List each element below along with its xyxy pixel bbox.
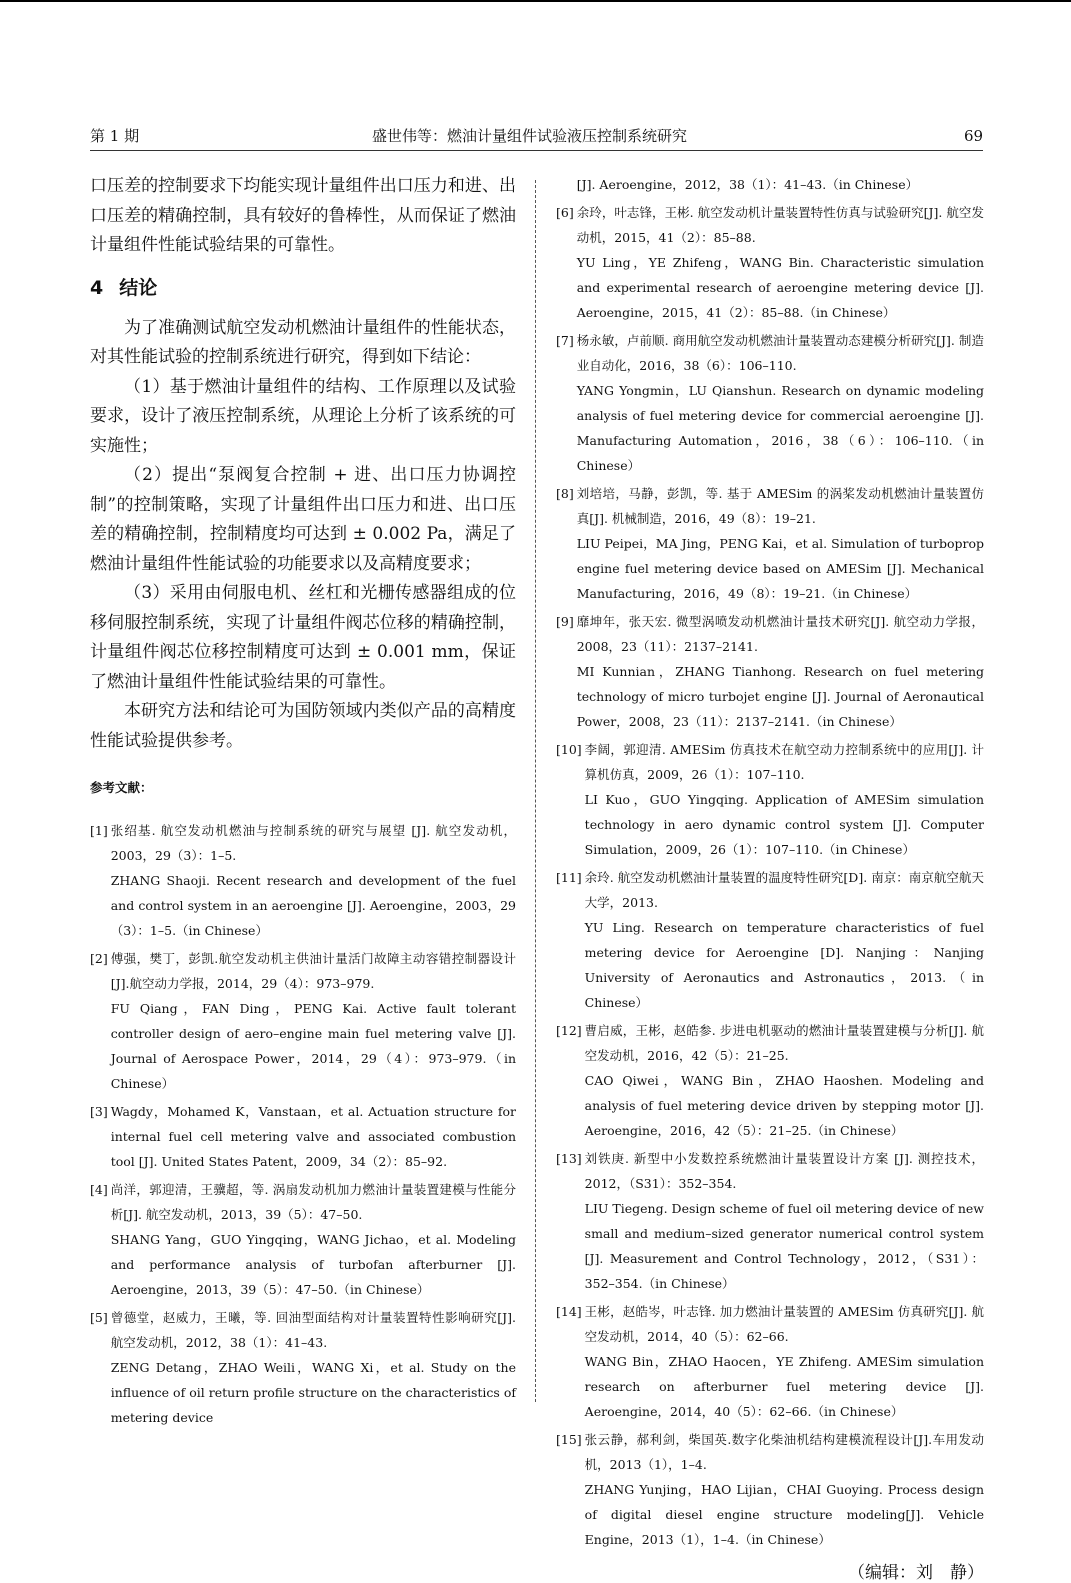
conclusion-paragraph: （3）采用由伺服电机、丝杠和光栅传感器组成的位移伺服控制系统，实现了计量组件阀芯位移的精确控制，计量组件阀芯位移控制精度可达到 ± 0.001 mm，保证了燃油计量组件性能试验结果的可靠性。 xyxy=(90,583,516,692)
conclusion-paragraph: （2）提出“泵阀复合控制 + 进、出口压力协调控制”的控制策略，实现了计量组件出口压力和进、出口压差的精确控制，控制精度均可达到 ± 0.002 Pa，满足了燃油计量组件性能试验的功能要求以及高精度要求； xyxy=(90,465,516,574)
reference-continuation xyxy=(556,172,984,197)
reference-number: [6] xyxy=(556,205,574,220)
reference-item xyxy=(90,1177,516,1302)
reference-text: 曹启威，王彬，赵皓参. 步进电机驱动的燃油计量装置建模与分析[J]. 航空发动机，2016，42（5）：21–25. xyxy=(584,1023,984,1063)
reference-number: [5] xyxy=(90,1310,108,1325)
reference-item xyxy=(90,946,516,1096)
section-heading xyxy=(90,275,516,301)
column-divider xyxy=(535,180,536,1402)
reference-translation: WANG Bin，ZHAO Haocen，YE Zhifeng. AMESim simulation research on afterburner fuel metering device [J]. Aeroengine，2014，40（5）：62–66.（in Chinese） xyxy=(584,1354,984,1419)
reference-item xyxy=(556,1427,984,1552)
reference-list xyxy=(90,818,516,1430)
reference-text: 李阔，郭迎清. AMESim 仿真技术在航空动力控制系统中的应用[J]. 计算机仿真，2009，26（1）：107–110. xyxy=(584,742,984,782)
running-title: 盛世伟等：燃油计量组件试验液压控制系统研究 xyxy=(372,127,688,145)
reference-item xyxy=(90,1305,516,1430)
reference-number: [2] xyxy=(90,951,108,966)
reference-body xyxy=(585,1018,984,1143)
reference-list xyxy=(556,200,984,1552)
reference-number: [9] xyxy=(556,614,574,629)
reference-text: 余玲. 航空发动机燃油计量装置的温度特性研究[D]. 南京：南京航空航天大学，2013. xyxy=(584,870,984,910)
reference-item xyxy=(556,1018,984,1143)
top-border-line xyxy=(0,0,1071,2)
reference-text: 余玲，叶志锋，王彬. 航空发动机计量装置特性仿真与试验研究[J]. 航空发动机，2015，41（2）：85–88. xyxy=(576,205,984,245)
reference-text: 刘铁庚. 新型中小发数控系统燃油计量装置设计方案 [J]. 测控技术，2012，（S31）：352–354. xyxy=(584,1151,984,1191)
references-heading: 参考文献： xyxy=(90,780,153,795)
reference-body xyxy=(111,1177,516,1302)
intro-paragraph: 口压差的控制要求下均能实现计量组件出口压力和进、出口压差的精确控制，具有较好的鲁棒性，从而保证了燃油计量组件性能试验结果的可靠性。 xyxy=(90,176,516,255)
reference-translation: LIU Tiegeng. Design scheme of fuel oil metering device of new small and medium–sized generator numerical control system [J]. Measurement and Control Technology，2012，（S31）：352–354.（in Chinese） xyxy=(584,1201,984,1291)
header-rule xyxy=(90,150,983,151)
conclusion-paragraph: 为了准确测试航空发动机燃油计量组件的性能状态，对其性能试验的控制系统进行研究，得到如下结论： xyxy=(90,317,516,367)
reference-item xyxy=(556,1146,984,1296)
reference-number: [3] xyxy=(90,1104,108,1119)
reference-text: [J]. Aeroengine，2012，38（1）：41–43.（in Chinese） xyxy=(576,177,919,192)
reference-text: 杨永敏，卢前顺. 商用航空发动机燃油计量装置动态建模分析研究[J]. 制造业自动化，2016，38（6）：106–110. xyxy=(576,333,984,373)
reference-number: [11] xyxy=(556,870,582,885)
reference-number: [8] xyxy=(556,486,574,501)
conclusion-paragraph: 本研究方法和结论可为国防领域内类似产品的高精度性能试验提供参考。 xyxy=(90,701,516,751)
reference-translation: ZHANG Shaoji. Recent research and development of the fuel and control system in an aeroengine [J]. Aeroengine，2003，29（3）：1–5.（in Chinese） xyxy=(110,873,516,938)
reference-number: [13] xyxy=(556,1151,582,1166)
reference-body xyxy=(585,737,984,862)
reference-number: [15] xyxy=(556,1432,582,1447)
reference-body xyxy=(111,1305,516,1430)
reference-body xyxy=(111,1099,516,1174)
reference-item xyxy=(90,818,516,943)
reference-body xyxy=(111,946,516,1096)
reference-text: 尚洋，郭迎清，王骥超，等. 涡扇发动机加力燃油计量装置建模与性能分析[J]. 航空发动机，2013，39（5）：47–50. xyxy=(110,1182,516,1222)
right-column xyxy=(556,172,984,1583)
reference-number: [14] xyxy=(556,1304,582,1319)
reference-body xyxy=(585,1427,984,1552)
reference-text: 曾德堂，赵威力，王曦，等. 回油型面结构对计量装置特性影响研究[J]. 航空发动机，2012，38（1）：41–43. xyxy=(110,1310,516,1350)
reference-text: Wagdy，Mohamed K，Vanstaan，et al. Actuation structure for internal fuel cell metering valve and associated combustion tool [J]. United States Patent，2009，34（2）：85–92. xyxy=(110,1104,516,1169)
reference-number: [7] xyxy=(556,333,574,348)
editor-note: （编辑：刘 静） xyxy=(848,1563,984,1583)
reference-number: [1] xyxy=(90,823,108,838)
reference-item xyxy=(90,1099,516,1174)
reference-item xyxy=(556,200,984,325)
reference-translation: YANG Yongmin，LU Qianshun. Research on dynamic modeling analysis of fuel metering device for commercial aeroengine [J]. Manufacturing Automation，2016，38（6）：106–110.（in Chinese） xyxy=(576,383,984,473)
reference-text: 张绍基. 航空发动机燃油与控制系统的研究与展望 [J]. 航空发动机，2003，29（3）：1–5. xyxy=(110,823,516,863)
reference-translation: LI Kuo，GUO Yingqing. Application of AMESim simulation technology in aero dynamic control system [J]. Computer Simulation，2009，26（1）：107–110.（in Chinese） xyxy=(584,792,984,857)
reference-text: 王彬，赵皓岑，叶志锋. 加力燃油计量装置的 AMESim 仿真研究[J]. 航空发动机，2014，40（5）：62–66. xyxy=(584,1304,984,1344)
reference-number: [10] xyxy=(556,742,582,757)
page-number: 69 xyxy=(964,127,984,145)
reference-body xyxy=(585,1146,984,1296)
reference-translation: YU Ling. Research on temperature characteristics of fuel metering device for Aeroengine [D]. Nanjing：Nanjing University of Aeronautics and Astronautics，2013.（in Chinese） xyxy=(584,920,984,1010)
issue-number: 第 1 期 xyxy=(90,127,140,145)
reference-item xyxy=(556,737,984,862)
section-number: 4 xyxy=(90,276,104,299)
reference-body xyxy=(585,1299,984,1424)
conclusion-paragraph: （1）基于燃油计量组件的结构、工作原理以及试验要求，设计了液压控制系统，从理论上分析了该系统的可实施性； xyxy=(90,376,516,456)
reference-translation: SHANG Yang，GUO Yingqing，WANG Jichao，et al. Modeling and performance analysis of turbofan afterburner [J]. Aeroengine，2013，39（5）：47–50.（in Chinese） xyxy=(110,1232,516,1297)
reference-translation: FU Qiang，FAN Ding，PENG Kai. Active fault tolerant controller design of aero–engine main fuel metering valve [J]. Journal of Aerospace Power，2014，29（4）：973–979.（in Chinese） xyxy=(110,1001,516,1091)
reference-translation: LIU Peipei，MA Jing，PENG Kai，et al. Simulation of turboprop engine fuel metering device based on AMESim [J]. Mechanical Manufacturing，2016，49（8）：19–21.（in Chinese） xyxy=(576,536,984,601)
section-title: 结论 xyxy=(119,276,158,299)
reference-translation: ZHANG Yunjing，HAO Lijian，CHAI Guoying. Process design of digital diesel engine structure modeling[J]. Vehicle Engine，2013（1），1–4.（in Chinese） xyxy=(584,1482,984,1547)
reference-body xyxy=(577,609,984,734)
reference-body xyxy=(577,328,984,478)
reference-body xyxy=(577,481,984,606)
left-column xyxy=(90,172,516,1433)
reference-body xyxy=(577,200,984,325)
reference-translation: CAO Qiwei，WANG Bin，ZHAO Haoshen. Modeling and analysis of fuel metering device driven by stepping motor [J]. Aeroengine，2016，42（5）：21–25.（in Chinese） xyxy=(584,1073,984,1138)
reference-translation: MI Kunnian，ZHANG Tianhong. Research on fuel metering technology of micro turbojet engine [J]. Journal of Aeronautical Power，2008，23（11）：2137–2141.（in Chinese） xyxy=(576,664,984,729)
reference-text: 傅强，樊丁，彭凯.航空发动机主供油计量活门故障主动容错控制器设计[J].航空动力学报，2014，29（4）：973–979. xyxy=(110,951,516,991)
reference-item xyxy=(556,609,984,734)
reference-item xyxy=(556,481,984,606)
reference-text: 靡坤年，张天宏. 微型涡喷发动机燃油计量技术研究[J]. 航空动力学报，2008，23（11）：2137–2141. xyxy=(576,614,984,654)
reference-text: 张云静，郝利剑，柴国英.数字化柴油机结构建模流程设计[J].车用发动机，2013（1），1–4. xyxy=(584,1432,984,1472)
reference-body xyxy=(585,865,984,1015)
reference-number: [4] xyxy=(90,1182,108,1197)
reference-item xyxy=(556,1299,984,1424)
reference-translation: YU Ling，YE Zhifeng，WANG Bin. Characteristic simulation and experimental research of aeroengine metering device [J]. Aeroengine，2015，41（2）：85–88.（in Chinese） xyxy=(576,255,984,320)
reference-text: 刘培培，马静，彭凯，等. 基于 AMESim 的涡桨发动机燃油计量装置仿真[J]. 机械制造，2016，49（8）：19–21. xyxy=(576,486,984,526)
reference-item xyxy=(556,865,984,1015)
reference-translation: ZENG Detang，ZHAO Weili，WANG Xi，et al. Study on the influence of oil return profile structure on the characteristics of metering device xyxy=(110,1360,516,1425)
reference-body xyxy=(111,818,516,943)
reference-number: [12] xyxy=(556,1023,582,1038)
reference-item xyxy=(556,328,984,478)
